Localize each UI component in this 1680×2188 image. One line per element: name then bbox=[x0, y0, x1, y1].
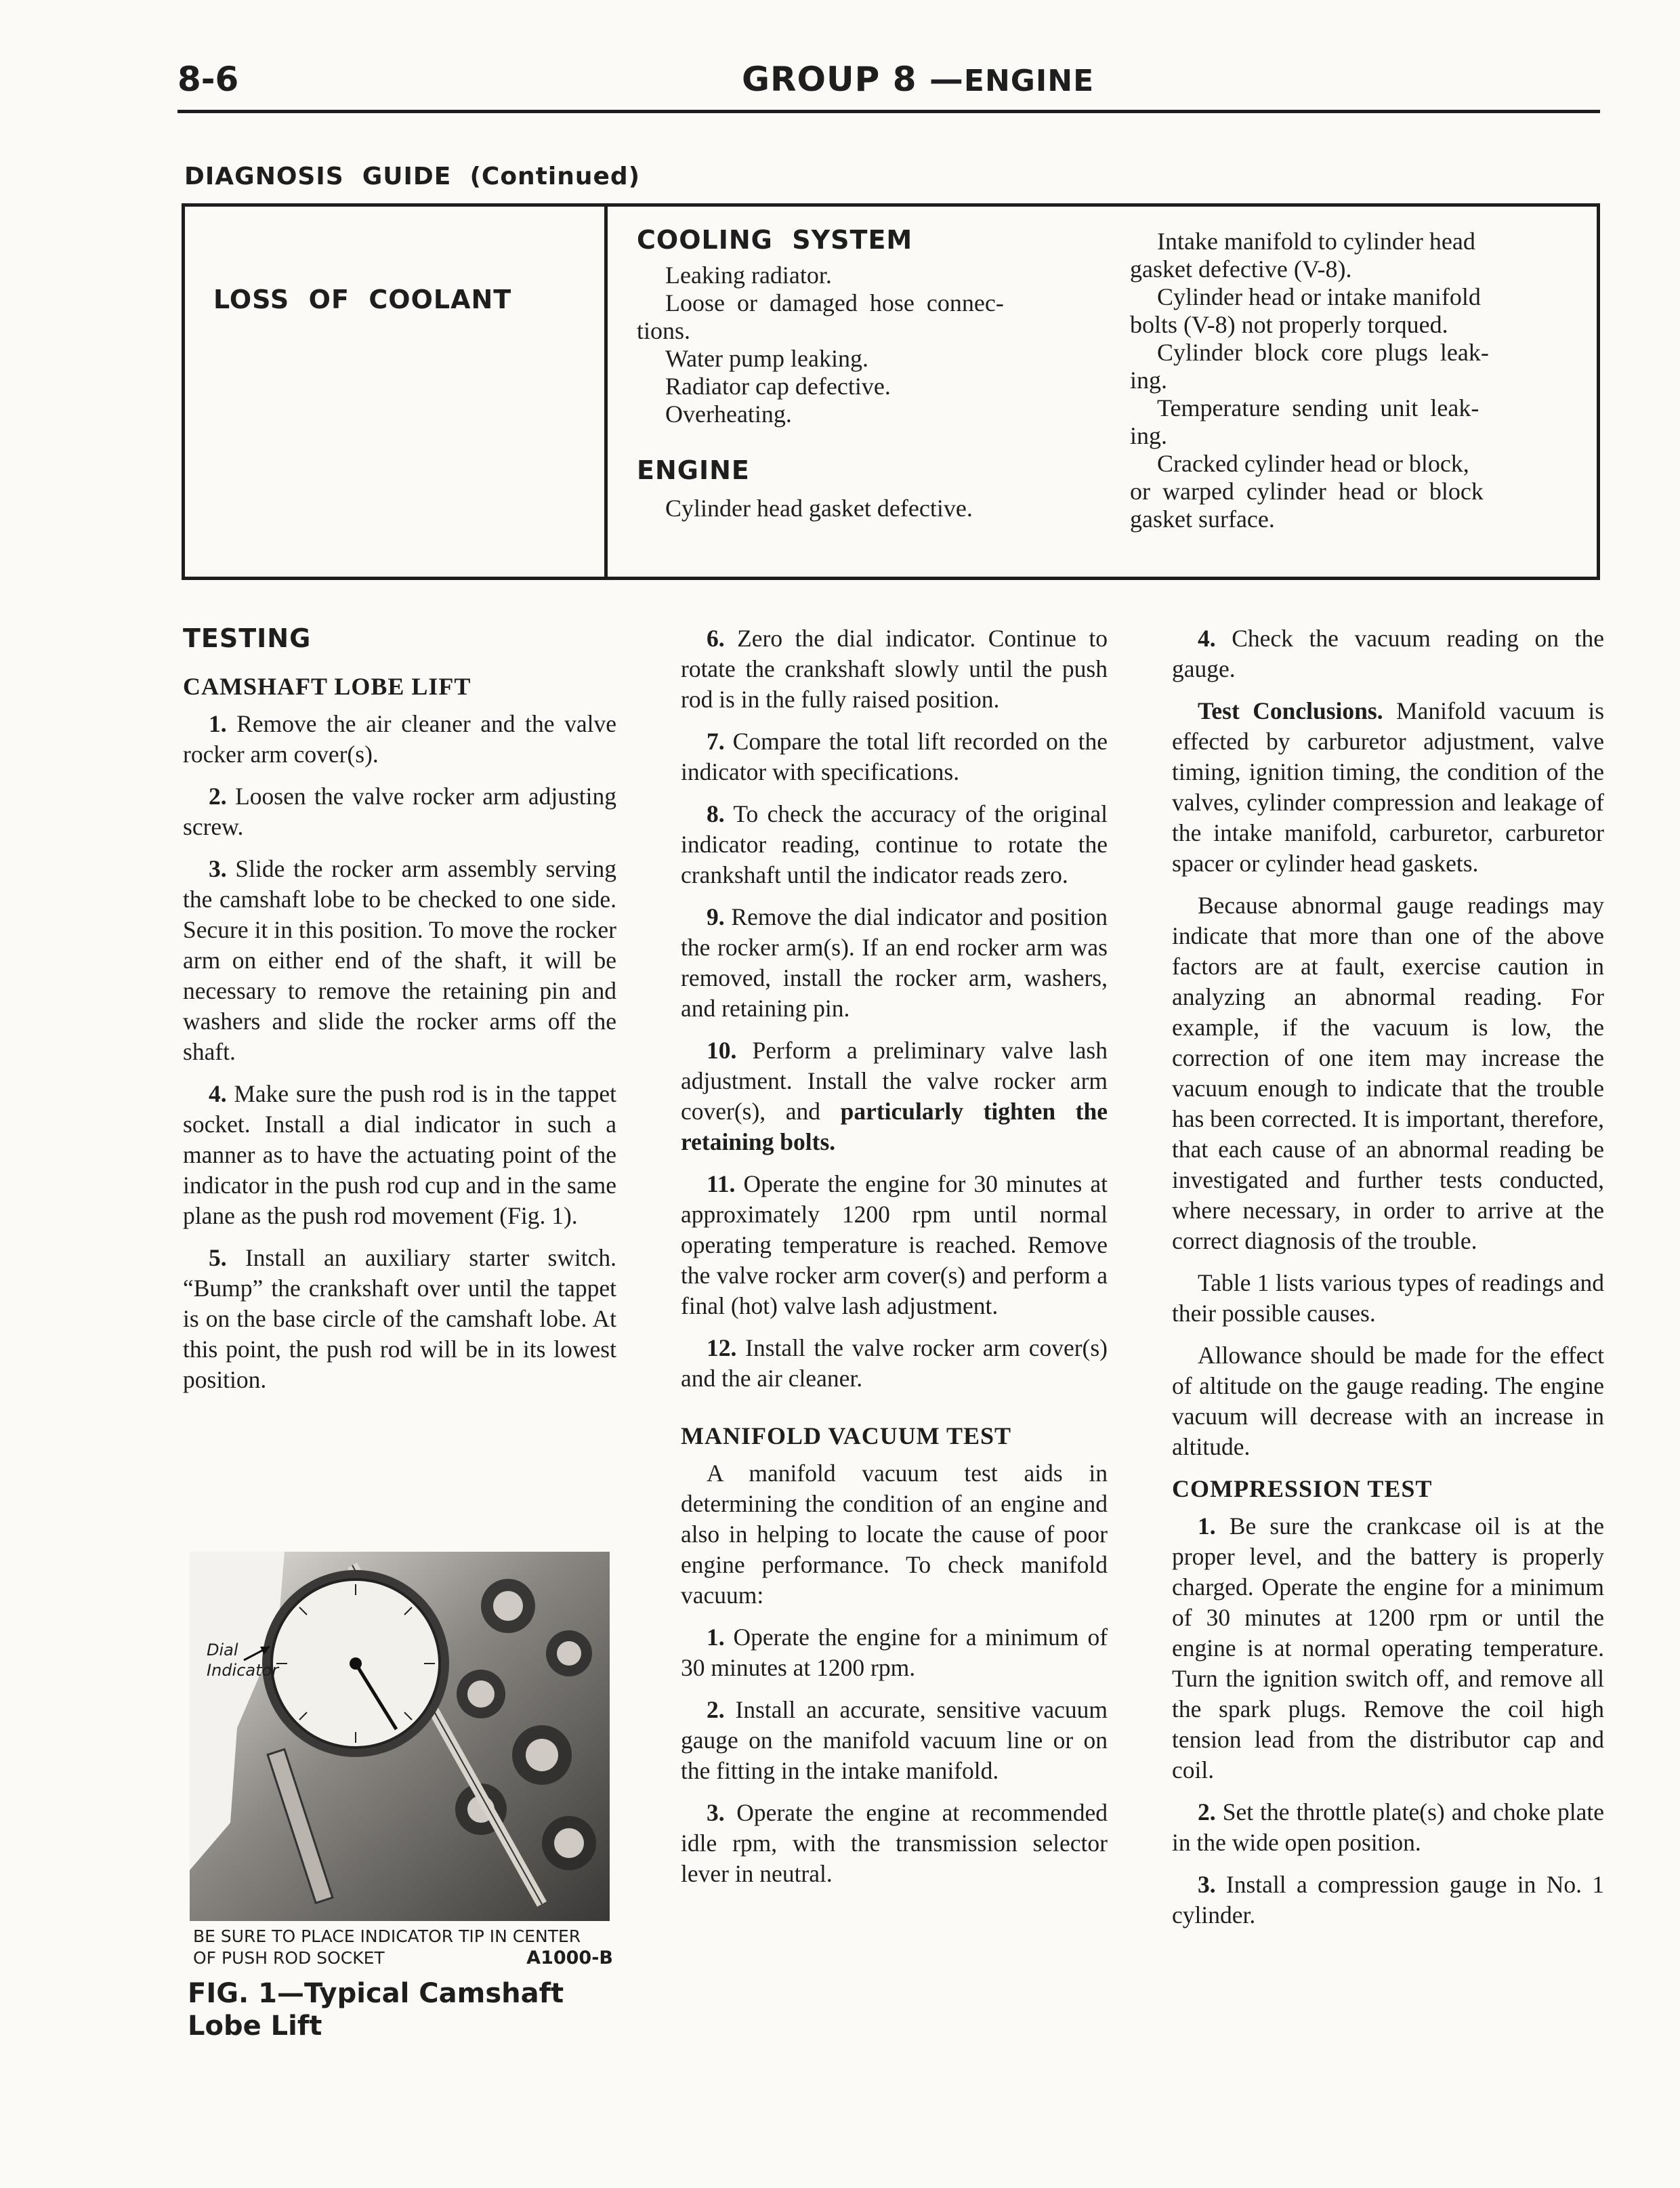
step-number: 3. bbox=[209, 855, 227, 882]
table-divider bbox=[604, 203, 608, 580]
manifold-intro: A manifold vacuum test aids in determining the condition of an engine and also in helping to locate the cause of poor engine performance. To check manifold vacuum: bbox=[681, 1460, 1108, 1609]
cause-line: or warped cylinder head or block bbox=[1130, 478, 1484, 505]
camshaft-heading: CAMSHAFT LOBE LIFT bbox=[183, 673, 471, 700]
step-number: 4. bbox=[1198, 625, 1216, 652]
figure-note-line: OF PUSH ROD SOCKET bbox=[193, 1948, 385, 1968]
column-2 bbox=[681, 623, 1108, 1901]
group-title-main: GROUP 8 bbox=[742, 60, 917, 99]
step-paragraph bbox=[1172, 1797, 1604, 1858]
step-text: Install the valve rocker arm cover(s) and the air cleaner. bbox=[681, 1334, 1108, 1392]
step-paragraph bbox=[1172, 1511, 1604, 1786]
step-paragraph bbox=[681, 726, 1108, 787]
step-paragraph bbox=[183, 781, 616, 842]
cause-line: bolts (V-8) not properly torqued. bbox=[1130, 311, 1448, 338]
cooling-line: Leaking radiator. bbox=[665, 262, 832, 289]
step-number: 11. bbox=[707, 1170, 736, 1197]
step-paragraph bbox=[681, 1622, 1108, 1683]
step-paragraph bbox=[183, 1243, 616, 1395]
section-label: DIAGNOSIS GUIDE (Continued) bbox=[184, 163, 641, 190]
step-text: Be sure the crankcase oil is at the proper level, and the battery is properly charged. Operate the engine for a minimum of 30 minutes at 1200 rpm or until the engine is at normal operating temperature. Turn the ignition switch off, and remove all the spark plugs. Remove the coil high tension lead from the distributor cap and coil. bbox=[1172, 1512, 1604, 1783]
step-paragraph bbox=[681, 1333, 1108, 1394]
step-number: 2. bbox=[707, 1696, 725, 1723]
step-text: Operate the engine for 30 minutes at approximately 1200 rpm until normal operating temperature is reached. Remove the valve rocker arm cover(s) and perform a final (hot) valve lash adjustment. bbox=[681, 1170, 1108, 1319]
engine-line: Cylinder head gasket defective. bbox=[665, 495, 973, 522]
figure-label-line: Indicator bbox=[207, 1661, 279, 1680]
step-number: 9. bbox=[707, 903, 725, 930]
step-text: Install an auxiliary starter switch. “Bump” the crankshaft over until the tappet is on the base circle of the camshaft lobe. At this point, the push rod will be in its lowest position. bbox=[183, 1244, 617, 1393]
column-1 bbox=[183, 623, 616, 1407]
step-text: Remove the dial indicator and position the rocker arm(s). If an end rocker arm was removed, install the rocker arm, washers, and retaining pin. bbox=[681, 903, 1108, 1022]
step-paragraph bbox=[681, 799, 1108, 890]
cooling-line: Loose or damaged hose connec- bbox=[665, 289, 1004, 316]
cause-line: Intake manifold to cylinder head bbox=[1157, 228, 1475, 255]
body-paragraph: Allowance should be made for the effect of altitude on the gauge reading. The engine vacuum will decrease with an increase in altitude. bbox=[1172, 1342, 1604, 1460]
step-number: 1. bbox=[209, 710, 227, 737]
cooling-line: Overheating. bbox=[665, 400, 792, 428]
step-number: 7. bbox=[707, 728, 725, 755]
column-3 bbox=[1172, 623, 1604, 1942]
step-paragraph bbox=[1172, 623, 1604, 684]
step-paragraph bbox=[183, 854, 616, 1067]
step-text: Operate the engine at recommended idle rpm, with the transmission selector lever in neutral. bbox=[681, 1799, 1108, 1887]
step-number: 3. bbox=[707, 1799, 725, 1826]
step-paragraph bbox=[681, 1035, 1108, 1157]
testing-heading: TESTING bbox=[183, 623, 312, 653]
step-text: Slide the rocker arm assembly serving the camshaft lobe to be checked to one side. Secure it in this position. To move the rocker arm on either end of the shaft, it will be necessary to remove the retaining pin and washers and slide the rocker arms off the shaft. bbox=[183, 855, 616, 1065]
step-number: 1. bbox=[707, 1624, 725, 1651]
figure-label bbox=[207, 1640, 278, 1680]
step-paragraph bbox=[681, 902, 1108, 1024]
compression-heading: COMPRESSION TEST bbox=[1172, 1475, 1433, 1502]
step-number: 2. bbox=[1198, 1798, 1216, 1825]
cooling-line: Water pump leaking. bbox=[665, 345, 869, 372]
step-text: Set the throttle plate(s) and choke plate in the wide open position. bbox=[1172, 1798, 1604, 1856]
step-paragraph bbox=[681, 1798, 1108, 1889]
cause-line: ing. bbox=[1130, 422, 1168, 449]
step-paragraph bbox=[183, 1079, 616, 1231]
step-number: 12. bbox=[707, 1334, 737, 1361]
conclusions-paragraph bbox=[1172, 696, 1604, 879]
step-text: Perform a preliminary valve lash adjustment. Install the valve rocker arm cover(s), and bbox=[681, 1037, 1108, 1125]
group-title bbox=[742, 60, 1094, 99]
header-rule bbox=[177, 110, 1600, 113]
body-paragraph: Table 1 lists various types of readings and their possible causes. bbox=[1172, 1269, 1604, 1327]
step-number: 2. bbox=[209, 783, 227, 810]
step-number: 4. bbox=[209, 1080, 227, 1107]
step-text: Operate the engine for a minimum of 30 minutes at 1200 rpm. bbox=[681, 1624, 1108, 1681]
page-number: 8-6 bbox=[177, 60, 239, 99]
step-number: 6. bbox=[707, 625, 725, 652]
cause-line: Cylinder head or intake manifold bbox=[1157, 283, 1481, 310]
cooling-line: Radiator cap defective. bbox=[665, 373, 891, 400]
step-number: 8. bbox=[707, 800, 725, 827]
step-text: Zero the dial indicator. Continue to rotate the crankshaft slowly until the push rod is in the fully raised position. bbox=[681, 625, 1108, 713]
cause-line: Cylinder block core plugs leak- bbox=[1157, 339, 1489, 366]
step-emphasis: particularly tighten the retaining bolts. bbox=[681, 1098, 1108, 1155]
figure-note-line: BE SURE TO PLACE INDICATOR TIP IN CENTER bbox=[193, 1926, 581, 1946]
step-paragraph bbox=[1172, 1870, 1604, 1931]
group-title-sub: ENGINE bbox=[963, 64, 1095, 98]
figure-dial-indicator bbox=[190, 1552, 610, 1921]
cooling-system-heading: COOLING SYSTEM bbox=[637, 225, 913, 255]
engine-heading: ENGINE bbox=[637, 455, 750, 485]
diagnosis-causes-cell bbox=[1130, 228, 1563, 533]
figure-note bbox=[193, 1926, 613, 1969]
group-title-dash: — bbox=[929, 60, 964, 99]
step-text: Make sure the push rod is in the tappet socket. Install a dial indicator in such a manner as to have the actuating point of the indicator in the push rod cup and in the same plane as the push rod movement (Fig. 1). bbox=[183, 1080, 616, 1229]
step-text: To check the accuracy of the original indicator reading, continue to rotate the crankshaft until the indicator reads zero. bbox=[681, 800, 1108, 888]
cause-line: ing. bbox=[1130, 367, 1168, 394]
step-number: 3. bbox=[1198, 1871, 1216, 1898]
step-paragraph bbox=[681, 1169, 1108, 1321]
cooling-lines bbox=[637, 262, 1080, 428]
step-number: 5. bbox=[209, 1244, 227, 1271]
cause-line: gasket surface. bbox=[1130, 505, 1275, 533]
conclusions-label: Test Conclusions. bbox=[1198, 697, 1383, 724]
step-text: Install an accurate, sensitive vacuum gauge on the manifold vacuum line or on the fitting in the intake manifold. bbox=[681, 1696, 1108, 1784]
step-number: 10. bbox=[707, 1037, 737, 1064]
step-paragraph bbox=[681, 1695, 1108, 1786]
cause-line: Temperature sending unit leak- bbox=[1157, 394, 1479, 421]
figure-label-line: Dial bbox=[207, 1640, 238, 1659]
cause-line: gasket defective (V-8). bbox=[1130, 255, 1352, 283]
step-text: Compare the total lift recorded on the indicator with specifications. bbox=[681, 728, 1108, 785]
diagnosis-cooling-cell bbox=[637, 225, 1080, 522]
step-text: Check the vacuum reading on the gauge. bbox=[1172, 625, 1604, 682]
body-paragraph: Because abnormal gauge readings may indicate that more than one of the above factors are at fault, exercise caution in analyzing an abnormal reading. For example, if the vacuum is low, the correction of one item may increase the vacuum enough to indicate that the trouble has been corrected. It is important, therefore, that each cause of an abnormal reading be investigated and further tests conducted, where necessary, in order to arrive at the correct diagnosis of the trouble. bbox=[1172, 892, 1604, 1254]
figure-code: A1000-B bbox=[526, 1947, 613, 1968]
step-paragraph bbox=[681, 623, 1108, 715]
step-text: Remove the air cleaner and the valve rocker arm cover(s). bbox=[183, 710, 616, 768]
step-number: 1. bbox=[1198, 1512, 1216, 1540]
cooling-line: tions. bbox=[637, 317, 691, 344]
conclusions-text: Manifold vacuum is effected by carburetor adjustment, valve timing, ignition timing, the condition of the valves, cylinder compression and leakage of the intake manifold, carburetor, carburetor spacer or cylinder head gaskets. bbox=[1172, 697, 1605, 877]
manifold-heading: MANIFOLD VACUUM TEST bbox=[681, 1422, 1012, 1449]
dial-indicator-illustration bbox=[190, 1552, 610, 1921]
cause-line: Cracked cylinder head or block, bbox=[1157, 450, 1469, 477]
step-paragraph bbox=[183, 709, 616, 770]
step-text: Loosen the valve rocker arm adjusting screw. bbox=[183, 783, 616, 840]
figure-caption: FIG. 1—Typical Camshaft Lobe Lift bbox=[188, 1978, 564, 2042]
step-text: Install a compression gauge in No. 1 cylinder. bbox=[1172, 1871, 1604, 1928]
condition-label: LOSS OF COOLANT bbox=[213, 285, 512, 314]
